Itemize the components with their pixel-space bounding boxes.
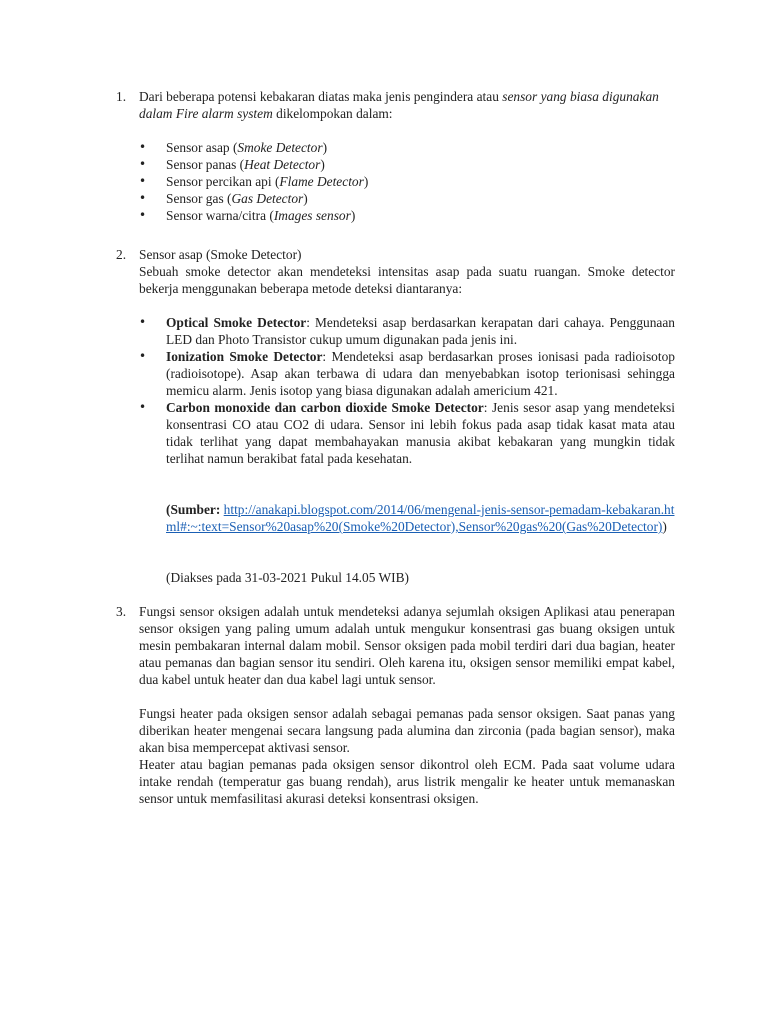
sensor-list: [139, 139, 675, 224]
source-close: ): [662, 519, 667, 534]
sensor-label: Sensor asap (: [166, 140, 238, 155]
sensor-end: ): [363, 174, 369, 189]
item-1-intro-end: dikelompokan dalam:: [272, 106, 393, 121]
sensor-italic: Smoke Detector: [237, 140, 323, 155]
accessed-date: (Diakses pada 31-03-2021 Pukul 14.05 WIB): [166, 570, 409, 585]
method-text: : Mendeteksi asap berdasarkan proses ionisasi pada radioisotop (radioisotope). Asap akan terbawa di udara dan menyebabkan isotop terionisasi sehingga memicu alarm. Jenis isotop yang biasa digunakan adalah americium 421.: [166, 349, 675, 398]
sensor-label: Sensor percikan api (: [166, 174, 280, 189]
source-link[interactable]: http://anakapi.blogspot.com/2014/06/mengenal-jenis-sensor-pemadam-kebakaran.html#:~:text=Sensor%20asap%20(Smoke%20Detector),Sensor%20gas%20(Gas%20Detector): [166, 502, 675, 534]
method-title: Optical Smoke Detector: [166, 315, 307, 330]
sensor-italic: Flame Detector: [279, 174, 364, 189]
sensor-end: ): [303, 191, 308, 206]
list-item: [139, 173, 675, 190]
list-item: [139, 139, 675, 156]
method-title: Ionization Smoke Detector: [166, 349, 323, 364]
list-item: [139, 348, 675, 399]
list-item: [139, 190, 675, 207]
item-2-heading: Sensor asap (Smoke Detector): [139, 247, 302, 262]
method-title: Carbon monoxide dan carbon dioxide Smoke Detector: [166, 400, 484, 415]
sensor-italic: Heat Detector: [244, 157, 321, 172]
sensor-italic: Images sensor: [273, 208, 351, 223]
list-item: [139, 314, 675, 348]
source-label: (Sumber:: [166, 502, 221, 517]
list-item: [139, 156, 675, 173]
item-2-intro: Sebuah smoke detector akan mendeteksi intensitas asap pada suatu ruangan. Smoke detector bekerja menggunakan beberapa metode deteksi diantaranya:: [139, 264, 675, 296]
method-text: : Jenis sesor asap yang mendeteksi konsentrasi CO atau CO2 di udara. Sensor ini lebih fokus pada asap tidak kasat mata atau tidak terlihat yang dapat membahayakan manusia akibat kebakaran yang mungkin tidak terlihat namun berakibat fatal pada kesehatan.: [166, 400, 675, 466]
item-1-intro: [139, 88, 675, 122]
sensor-italic: Gas Detector: [231, 191, 304, 206]
sensor-label: Sensor panas (: [166, 157, 245, 172]
item-1-intro-italic: sensor yang biasa digunakan dalam Fire alarm system: [139, 89, 659, 121]
sensor-end: ): [322, 140, 328, 155]
source-citation: [166, 501, 675, 535]
item-1-number: 1.: [116, 89, 127, 104]
sensor-label: Sensor warna/citra (: [166, 208, 274, 223]
item-3-paragraph: Heater atau bagian pemanas pada oksigen sensor dikontrol oleh ECM. Pada saat volume udara intake rendah (temperatur gas buang rendah), arus listrik mengalir ke heater untuk memanaskan sensor untuk memfasilitasi akurasi deteksi konsentrasi oksigen.: [139, 757, 675, 806]
item-1-intro-text: Dari beberapa potensi kebakaran diatas maka jenis pengindera atau: [139, 89, 503, 104]
item-3-paragraph: Fungsi heater pada oksigen sensor adalah sebagai pemanas pada sensor oksigen. Saat panas yang diberikan heater mengenai secara langsung pada alumina dan zirconia (pada bagian sensor), maka akan bisa mempercepat aktivasi sensor.: [139, 706, 675, 755]
method-list: [139, 314, 675, 467]
sensor-label: Sensor gas (: [166, 191, 232, 206]
item-3-paragraph: Fungsi sensor oksigen adalah untuk mendeteksi adanya sejumlah oksigen Aplikasi atau penerapan sensor oksigen yang paling umum adalah untuk mengukur konsentrasi gas buang oksigen untuk mesin pembakaran internal dalam mobil. Sensor oksigen pada mobil terdiri dari dua bagian, heater atau pemanas dan bagian sensor itu sendiri. Oleh karena itu, oksigen sensor memiliki empat kabel, dua kabel untuk heater dan dua kabel lagi untuk sensor.: [139, 604, 675, 687]
item-2-number: 2.: [116, 247, 127, 262]
sensor-end: ): [350, 208, 356, 223]
method-text: : Mendeteksi asap berdasarkan kerapatan dari cahaya. Penggunaan LED dan Photo Transistor cukup umum digunakan pada jenis ini.: [166, 315, 675, 347]
sensor-end: ): [320, 157, 325, 172]
item-3-number: 3.: [116, 604, 127, 619]
list-item: [139, 399, 675, 467]
list-item: [139, 207, 675, 224]
